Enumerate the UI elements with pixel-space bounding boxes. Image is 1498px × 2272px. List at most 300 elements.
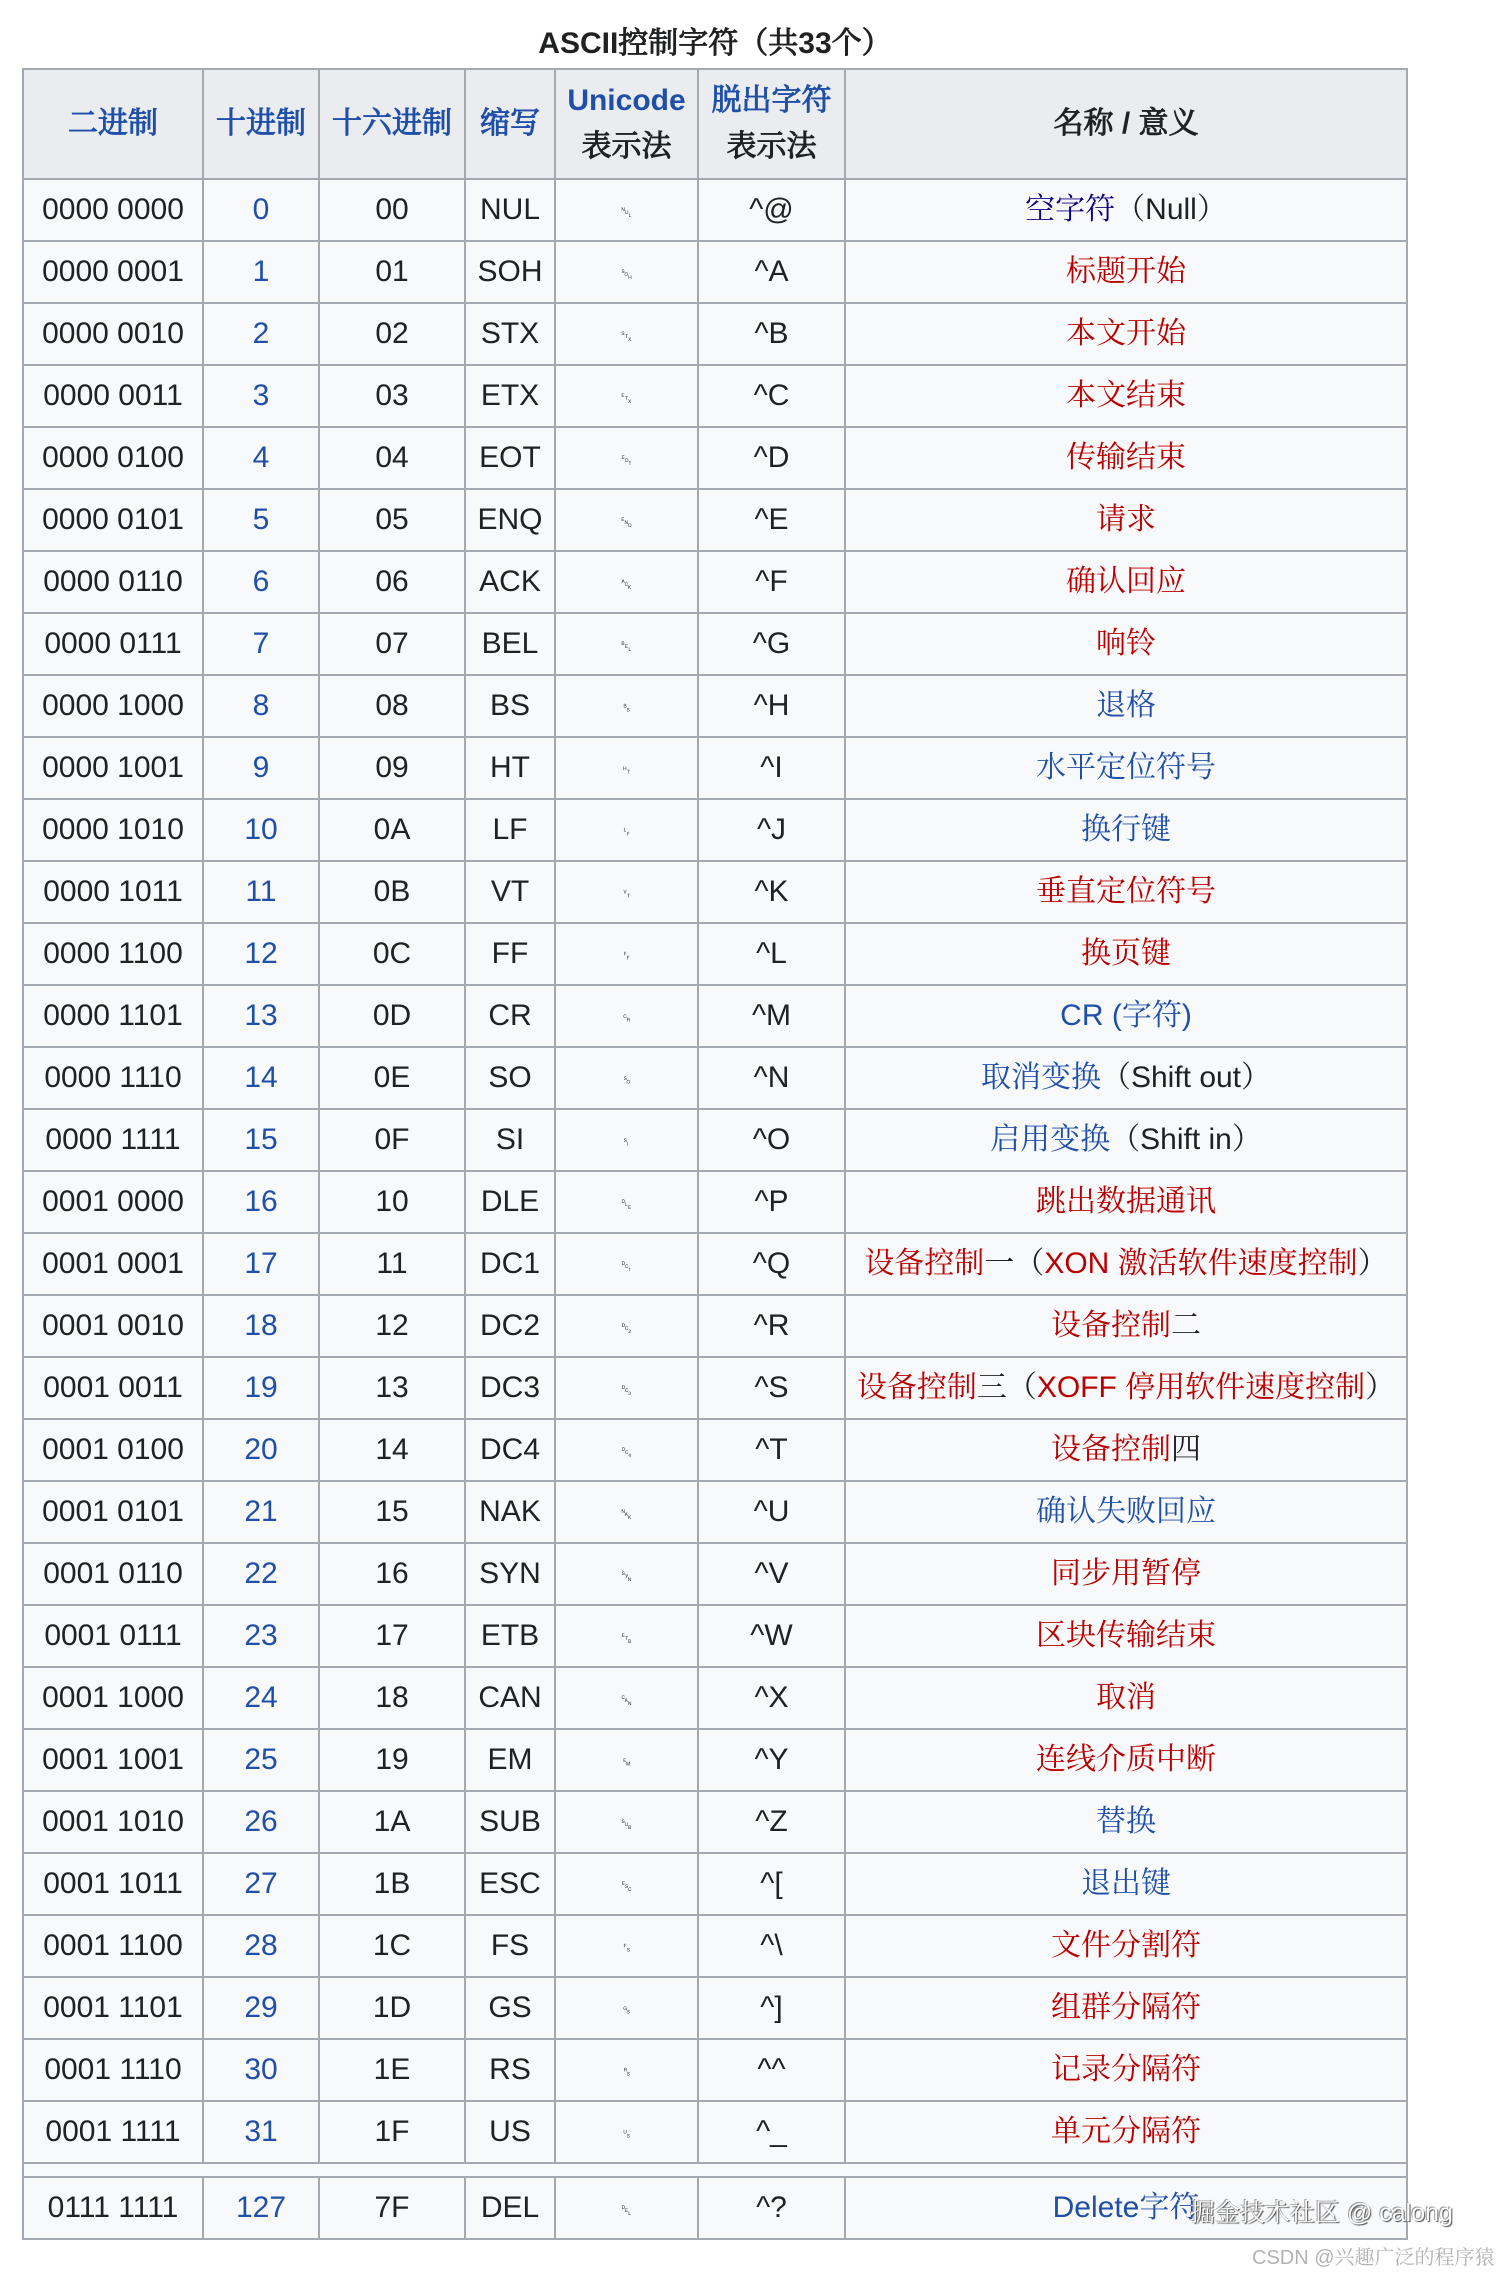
table-spacer xyxy=(24,2164,1408,2178)
name-link[interactable]: Delete字符 xyxy=(1052,2191,1200,2224)
juejin-watermark: 掘金技术社区 @ calong xyxy=(1190,2199,1453,2227)
control-picture-icon: ␒ xyxy=(620,1320,633,1337)
binary-header-link[interactable]: 二进制 xyxy=(68,107,158,140)
name-link[interactable]: 确认回应 xyxy=(1066,565,1186,598)
decimal-link[interactable]: 24 xyxy=(244,1681,278,1714)
decimal-link[interactable]: 4 xyxy=(252,441,270,474)
name-text: （Shift out） xyxy=(1100,1061,1272,1094)
name-link[interactable]: 组群分隔符 xyxy=(1051,1991,1201,2024)
table-row xyxy=(24,1358,1408,1420)
decimal-link[interactable]: 6 xyxy=(252,565,270,598)
binary-value: 0000 0000 xyxy=(42,193,184,226)
cell-hex xyxy=(320,924,466,986)
caret-notation-value: ^X xyxy=(754,1681,789,1714)
cell-abbreviation xyxy=(466,986,556,1048)
cell-abbreviation xyxy=(466,552,556,614)
decimal-link[interactable]: 12 xyxy=(244,937,278,970)
caret-notation-value: ^F xyxy=(755,565,788,598)
decimal-link[interactable]: 0 xyxy=(252,193,270,226)
header-decimal xyxy=(204,70,320,180)
cell-hex xyxy=(320,1606,466,1668)
cell-name xyxy=(846,2040,1408,2102)
hex-value: 00 xyxy=(375,193,409,226)
abbreviation-value: BS xyxy=(489,689,531,722)
cell-unicode xyxy=(556,2102,699,2164)
cell-hex xyxy=(320,2040,466,2102)
hex-value: 15 xyxy=(375,1495,409,1528)
name-link[interactable]: 响铃 xyxy=(1096,627,1156,660)
decimal-link[interactable]: 9 xyxy=(252,751,270,784)
decimal-link[interactable]: 8 xyxy=(252,689,270,722)
cell-abbreviation xyxy=(466,614,556,676)
cell-binary xyxy=(24,2178,204,2240)
cell-unicode xyxy=(556,1110,699,1172)
decimal-header-link[interactable]: 十进制 xyxy=(216,107,306,140)
control-picture-icon: ␔ xyxy=(620,1444,633,1461)
cell-abbreviation xyxy=(466,1730,556,1792)
cell-caret xyxy=(699,366,846,428)
cell-binary xyxy=(24,1358,204,1420)
cell-name xyxy=(846,1296,1408,1358)
cell-abbreviation xyxy=(466,676,556,738)
table-row xyxy=(24,738,1408,800)
decimal-link[interactable]: 1 xyxy=(252,255,270,288)
binary-value: 0000 0001 xyxy=(42,255,184,288)
hex-value: 1D xyxy=(372,1991,412,2024)
table-row xyxy=(24,1668,1408,1730)
caret-notation-value: ^T xyxy=(755,1433,788,1466)
cell-caret xyxy=(699,304,846,366)
name-link[interactable]: 传输结束 xyxy=(1066,441,1186,474)
cell-abbreviation xyxy=(466,1606,556,1668)
binary-value: 0001 0110 xyxy=(43,1557,183,1590)
name-link[interactable]: 退出键 xyxy=(1081,1867,1171,1900)
table-row xyxy=(24,1420,1408,1482)
cell-unicode xyxy=(556,490,699,552)
name-link[interactable]: XON 激活软件速度控制 xyxy=(1044,1247,1358,1280)
name-link[interactable]: 换行键 xyxy=(1081,813,1171,846)
binary-value: 0000 1100 xyxy=(43,937,183,970)
header-caret xyxy=(699,70,846,180)
cell-caret xyxy=(699,1048,846,1110)
abbreviation-value: LF xyxy=(492,813,528,846)
cell-abbreviation xyxy=(466,242,556,304)
cell-unicode xyxy=(556,1420,699,1482)
cell-unicode xyxy=(556,1668,699,1730)
decimal-link[interactable]: 11 xyxy=(245,875,277,908)
cell-binary xyxy=(24,1544,204,1606)
hex-value: 10 xyxy=(375,1185,409,1218)
name-link[interactable]: 设备控制 xyxy=(1051,1309,1171,1342)
caret-notation-value: ^B xyxy=(754,317,789,350)
cell-abbreviation xyxy=(466,490,556,552)
cell-hex xyxy=(320,1792,466,1854)
binary-value: 0000 1010 xyxy=(42,813,184,846)
name-text: 二 xyxy=(1171,1309,1201,1342)
decimal-link[interactable]: 22 xyxy=(244,1557,278,1590)
name-link[interactable]: 同步用暂停 xyxy=(1051,1557,1201,1590)
binary-value: 0001 1110 xyxy=(44,2053,182,2086)
cell-decimal xyxy=(204,1358,320,1420)
caret-notation-value: ^@ xyxy=(749,193,794,226)
cell-caret xyxy=(699,552,846,614)
cell-caret xyxy=(699,1792,846,1854)
table-row xyxy=(24,676,1408,738)
name-link[interactable]: 垂直定位符号 xyxy=(1036,875,1216,908)
hex-value: 14 xyxy=(375,1433,409,1466)
cell-binary xyxy=(24,1234,204,1296)
cell-caret xyxy=(699,800,846,862)
cell-binary xyxy=(24,366,204,428)
cell-binary xyxy=(24,1668,204,1730)
caret-header-link[interactable]: 脱出字符 xyxy=(711,84,832,117)
control-picture-icon: ␖ xyxy=(620,1568,633,1585)
hex-value: 1C xyxy=(372,1929,412,1962)
name-text: 四 xyxy=(1171,1433,1201,1466)
cell-binary xyxy=(24,1110,204,1172)
unicode-header-subtitle: 表示法 xyxy=(581,130,672,163)
table-row xyxy=(24,1234,1408,1296)
cell-caret xyxy=(699,986,846,1048)
control-picture-icon: ␐ xyxy=(620,1196,633,1213)
caret-notation-value: ^^ xyxy=(757,2053,786,2086)
cell-caret xyxy=(699,614,846,676)
cell-abbreviation xyxy=(466,1544,556,1606)
decimal-link[interactable]: 27 xyxy=(244,1867,278,1900)
cell-unicode xyxy=(556,1978,699,2040)
cell-binary xyxy=(24,1296,204,1358)
cell-hex xyxy=(320,1544,466,1606)
decimal-link[interactable]: 16 xyxy=(244,1185,278,1218)
cell-decimal xyxy=(204,1792,320,1854)
cell-caret xyxy=(699,1482,846,1544)
decimal-link[interactable]: 28 xyxy=(244,1929,278,1962)
control-picture-icon: ␓ xyxy=(620,1382,633,1399)
caret-notation-value: ^O xyxy=(752,1123,791,1156)
cell-name xyxy=(846,1916,1408,1978)
header-unicode xyxy=(556,70,699,180)
cell-hex xyxy=(320,552,466,614)
cell-name xyxy=(846,304,1408,366)
control-picture-icon: ␚ xyxy=(620,1816,633,1833)
cell-binary xyxy=(24,738,204,800)
control-picture-icon: ␁ xyxy=(621,266,632,283)
cell-abbreviation xyxy=(466,2102,556,2164)
cell-hex xyxy=(320,180,466,242)
decimal-link[interactable]: 3 xyxy=(252,379,270,412)
cell-abbreviation xyxy=(466,2178,556,2240)
cell-caret xyxy=(699,738,846,800)
cell-binary xyxy=(24,428,204,490)
cell-decimal xyxy=(204,1606,320,1668)
cell-unicode xyxy=(556,1544,699,1606)
decimal-link[interactable]: 127 xyxy=(235,2191,287,2224)
cell-decimal xyxy=(204,676,320,738)
decimal-link[interactable]: 20 xyxy=(244,1433,278,1466)
control-picture-icon: ␛ xyxy=(620,1878,633,1895)
name-link[interactable]: 换页键 xyxy=(1081,937,1171,970)
control-picture-icon: ␆ xyxy=(620,576,633,593)
hex-header-link[interactable]: 十六进制 xyxy=(332,107,452,140)
name-header-label: 名称 / 意义 xyxy=(1053,107,1199,140)
cell-hex xyxy=(320,1172,466,1234)
name-link[interactable]: CR (字符) xyxy=(1060,999,1192,1032)
abbreviation-header-link[interactable]: 缩写 xyxy=(480,107,540,140)
decimal-link[interactable]: 25 xyxy=(244,1743,278,1776)
binary-value: 0001 1101 xyxy=(43,1991,183,2024)
table-row xyxy=(24,924,1408,986)
binary-value: 0001 1100 xyxy=(43,1929,183,1962)
table-row xyxy=(24,2102,1408,2164)
cell-abbreviation xyxy=(466,1172,556,1234)
cell-abbreviation xyxy=(466,1854,556,1916)
cell-abbreviation xyxy=(466,924,556,986)
cell-unicode xyxy=(556,676,699,738)
cell-binary xyxy=(24,924,204,986)
control-picture-icon: ␜ xyxy=(620,1940,633,1957)
cell-abbreviation xyxy=(466,1048,556,1110)
hex-value: 1B xyxy=(373,1867,411,1900)
cell-hex xyxy=(320,1110,466,1172)
caret-notation-value: ^C xyxy=(753,379,790,412)
cell-hex xyxy=(320,1296,466,1358)
table-row xyxy=(24,1482,1408,1544)
name-link[interactable]: 水平定位符号 xyxy=(1036,751,1216,784)
decimal-link[interactable]: 13 xyxy=(244,999,278,1032)
decimal-link[interactable]: 23 xyxy=(244,1619,278,1652)
cell-abbreviation xyxy=(466,800,556,862)
name-text: ） xyxy=(1365,1371,1396,1404)
name-link[interactable]: 单元分隔符 xyxy=(1051,2115,1201,2148)
cell-binary xyxy=(24,1420,204,1482)
name-link[interactable]: 区块传输结束 xyxy=(1036,1619,1216,1652)
cell-caret xyxy=(699,1234,846,1296)
name-link[interactable]: 连线介质中断 xyxy=(1036,1743,1216,1776)
table-row xyxy=(24,242,1408,304)
cell-decimal xyxy=(204,552,320,614)
caret-notation-value: ^[ xyxy=(760,1867,783,1900)
cell-unicode xyxy=(556,242,699,304)
name-link[interactable]: 取消变换 xyxy=(980,1061,1101,1094)
header-abbreviation xyxy=(466,70,556,180)
cell-abbreviation xyxy=(466,1668,556,1730)
caret-header-subtitle: 表示法 xyxy=(726,130,817,163)
cell-binary xyxy=(24,1482,204,1544)
cell-caret xyxy=(699,1668,846,1730)
cell-caret xyxy=(699,242,846,304)
header-name xyxy=(846,70,1408,180)
cell-unicode xyxy=(556,1234,699,1296)
cell-decimal xyxy=(204,1668,320,1730)
cell-decimal xyxy=(204,1048,320,1110)
cell-name xyxy=(846,490,1408,552)
name-link[interactable]: 跳出数据通讯 xyxy=(1036,1185,1216,1218)
cell-abbreviation xyxy=(466,2040,556,2102)
name-link[interactable]: 取消 xyxy=(1096,1681,1156,1714)
cell-decimal xyxy=(204,180,320,242)
cell-abbreviation xyxy=(466,1234,556,1296)
cell-unicode xyxy=(556,2178,699,2240)
cell-decimal xyxy=(204,1296,320,1358)
decimal-link[interactable]: 18 xyxy=(244,1309,278,1342)
control-picture-icon: ␌ xyxy=(620,948,633,965)
decimal-link[interactable]: 10 xyxy=(244,813,278,846)
hex-value: 07 xyxy=(375,627,409,660)
cell-decimal xyxy=(204,1854,320,1916)
name-link[interactable]: 请求 xyxy=(1096,503,1156,536)
hex-value: 19 xyxy=(375,1743,409,1776)
decimal-link[interactable]: 30 xyxy=(244,2053,278,2086)
control-picture-icon: ␀ xyxy=(620,204,633,221)
cell-name xyxy=(846,986,1408,1048)
cell-unicode xyxy=(556,1606,699,1668)
decimal-link[interactable]: 2 xyxy=(252,317,270,350)
caret-notation-value: ^D xyxy=(753,441,790,474)
cell-unicode xyxy=(556,1482,699,1544)
hex-value: 05 xyxy=(375,503,409,536)
abbreviation-value: EOT xyxy=(479,441,541,474)
cell-name xyxy=(846,1730,1408,1792)
cell-hex xyxy=(320,1730,466,1792)
name-link[interactable]: 退格 xyxy=(1096,689,1156,722)
cell-decimal xyxy=(204,490,320,552)
cell-binary xyxy=(24,800,204,862)
table-row xyxy=(24,1854,1408,1916)
control-picture-icon: ␋ xyxy=(620,886,633,903)
name-link[interactable]: 记录分隔符 xyxy=(1051,2053,1201,2086)
name-link[interactable]: 确认失败回应 xyxy=(1036,1495,1216,1528)
decimal-link[interactable]: 15 xyxy=(244,1123,278,1156)
decimal-link[interactable]: 29 xyxy=(244,1991,278,2024)
cell-abbreviation xyxy=(466,428,556,490)
cell-hex xyxy=(320,862,466,924)
cell-caret xyxy=(699,1854,846,1916)
cell-name xyxy=(846,614,1408,676)
caret-notation-value: ^V xyxy=(754,1557,789,1590)
name-link[interactable]: 设备控制 xyxy=(1051,1433,1171,1466)
name-text: ） xyxy=(1357,1247,1388,1280)
name-link[interactable]: 标题开始 xyxy=(1066,255,1186,288)
hex-value: 0F xyxy=(374,1123,410,1156)
cell-unicode xyxy=(556,1854,699,1916)
cell-hex xyxy=(320,1854,466,1916)
table-row xyxy=(24,2040,1408,2102)
decimal-link[interactable]: 17 xyxy=(244,1247,278,1280)
cell-caret xyxy=(699,1916,846,1978)
cell-unicode xyxy=(556,1048,699,1110)
table-row xyxy=(24,1110,1408,1172)
cell-unicode xyxy=(556,304,699,366)
name-link[interactable]: XOFF 停用软件速度控制 xyxy=(1036,1371,1366,1404)
hex-value: 06 xyxy=(375,565,409,598)
table-row xyxy=(24,800,1408,862)
cell-name xyxy=(846,242,1408,304)
cell-caret xyxy=(699,924,846,986)
cell-decimal xyxy=(204,242,320,304)
name-text: 一（ xyxy=(984,1247,1045,1280)
abbreviation-value: DC4 xyxy=(479,1433,540,1466)
cell-hex xyxy=(320,242,466,304)
cell-caret xyxy=(699,1606,846,1668)
cell-hex xyxy=(320,614,466,676)
abbreviation-value: DLE xyxy=(480,1185,540,1218)
cell-unicode xyxy=(556,2040,699,2102)
abbreviation-value: STX xyxy=(480,317,540,350)
cell-unicode xyxy=(556,924,699,986)
cell-binary xyxy=(24,862,204,924)
hex-value: 09 xyxy=(375,751,409,784)
name-link[interactable]: 设备控制 xyxy=(864,1247,985,1280)
cell-unicode xyxy=(556,552,699,614)
name-link[interactable]: 替换 xyxy=(1096,1805,1156,1838)
cell-decimal xyxy=(204,800,320,862)
decimal-link[interactable]: 31 xyxy=(244,2115,278,2148)
abbreviation-value: DEL xyxy=(480,2191,540,2224)
caret-notation-value: ^E xyxy=(754,503,789,536)
cell-unicode xyxy=(556,1296,699,1358)
cell-name xyxy=(846,2102,1408,2164)
abbreviation-value: ETX xyxy=(480,379,540,412)
caret-notation-value: ^J xyxy=(756,813,787,846)
decimal-link[interactable]: 19 xyxy=(244,1371,278,1404)
abbreviation-value: FS xyxy=(490,1929,530,1962)
name-link[interactable]: 启用变换 xyxy=(990,1123,1111,1156)
decimal-link[interactable]: 14 xyxy=(244,1061,278,1094)
cell-name xyxy=(846,1172,1408,1234)
cell-caret xyxy=(699,2040,846,2102)
cell-decimal xyxy=(204,614,320,676)
name-link[interactable]: 文件分割符 xyxy=(1051,1929,1201,1962)
hex-value: 01 xyxy=(375,255,409,288)
cell-unicode xyxy=(556,180,699,242)
name-link[interactable]: 空字符 xyxy=(1025,193,1116,226)
cell-decimal xyxy=(204,1978,320,2040)
binary-value: 0001 0001 xyxy=(42,1247,184,1280)
cell-caret xyxy=(699,1172,846,1234)
caret-notation-value: ^N xyxy=(753,1061,790,1094)
name-link[interactable]: 本文结束 xyxy=(1066,379,1186,412)
cell-abbreviation xyxy=(466,1110,556,1172)
caret-notation-value: ^Q xyxy=(752,1247,791,1280)
name-link[interactable]: 本文开始 xyxy=(1066,317,1186,350)
unicode-header-link[interactable]: Unicode xyxy=(567,84,686,117)
abbreviation-value: BEL xyxy=(481,627,539,660)
cell-unicode xyxy=(556,800,699,862)
table-row xyxy=(24,304,1408,366)
cell-caret xyxy=(699,1978,846,2040)
cell-binary xyxy=(24,1606,204,1668)
caret-notation-value: ^A xyxy=(754,255,789,288)
cell-binary xyxy=(24,614,204,676)
abbreviation-value: SI xyxy=(495,1123,525,1156)
cell-caret xyxy=(699,1420,846,1482)
name-link[interactable]: 设备控制 xyxy=(856,1371,977,1404)
cell-decimal xyxy=(204,986,320,1048)
decimal-link[interactable]: 21 xyxy=(244,1495,278,1528)
cell-name xyxy=(846,1482,1408,1544)
abbreviation-value: EM xyxy=(487,1743,533,1776)
decimal-link[interactable]: 26 xyxy=(244,1805,278,1838)
decimal-link[interactable]: 5 xyxy=(252,503,270,536)
cell-caret xyxy=(699,428,846,490)
cell-name xyxy=(846,1606,1408,1668)
hex-value: 11 xyxy=(376,1247,408,1280)
cell-abbreviation xyxy=(466,304,556,366)
binary-value: 0001 1001 xyxy=(42,1743,184,1776)
binary-value: 0000 0010 xyxy=(42,317,184,350)
cell-caret xyxy=(699,2178,846,2240)
decimal-link[interactable]: 7 xyxy=(252,627,270,660)
